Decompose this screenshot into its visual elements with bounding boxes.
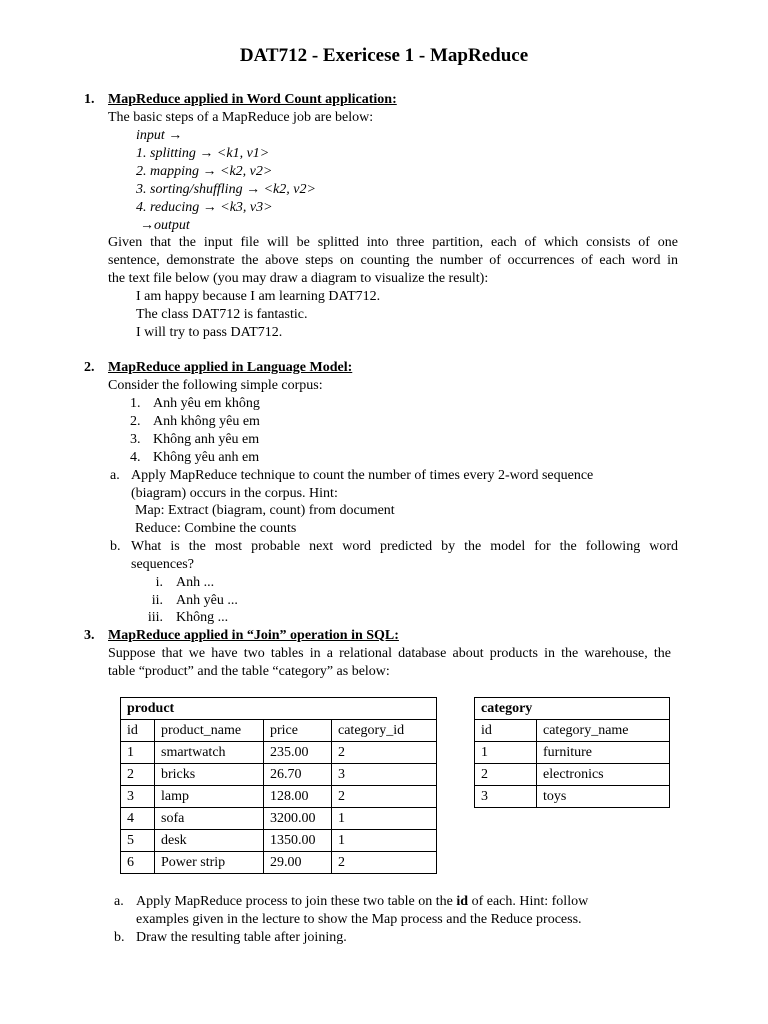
section-3-number: 3. xyxy=(84,628,95,643)
table-header-row xyxy=(121,720,437,742)
section-1-intro: The basic steps of a MapReduce job are below: xyxy=(108,110,374,125)
input-sentence: I will try to pass DAT712. xyxy=(136,325,283,340)
arrow-icon: → xyxy=(246,182,261,197)
table-row xyxy=(121,808,437,830)
arrow-icon: → xyxy=(199,146,214,161)
product-table xyxy=(120,697,437,874)
question-2b-line: What is the most probable next word predicted by the model for the following word xyxy=(131,539,678,554)
corpus-number: 2. xyxy=(130,414,141,429)
hint-map: Map: Extract (biagram, count) from document xyxy=(135,503,395,518)
table-title-row xyxy=(121,698,437,720)
table-cell: 1 xyxy=(332,830,437,852)
step-mapping: 2. mapping → <k2, v2> xyxy=(136,164,273,179)
section-1-paragraph-line-1: Given that the input file will be splitted into three partition, each of which consists of one xyxy=(108,235,678,250)
table-cell: lamp xyxy=(155,786,264,808)
table-cell: sofa xyxy=(155,808,264,830)
table-cell: smartwatch xyxy=(155,742,264,764)
table-cell: 2 xyxy=(332,786,437,808)
input-sentence: The class DAT712 is fantastic. xyxy=(136,307,308,322)
section-1-heading: MapReduce applied in Word Count application: xyxy=(108,92,397,107)
word-sequence: Không ... xyxy=(176,610,229,625)
table-cell: 4 xyxy=(121,808,155,830)
arrow-icon: → xyxy=(202,200,217,215)
table-cell: 1 xyxy=(332,808,437,830)
table-cell: toys xyxy=(537,786,670,808)
table-cell: 1 xyxy=(121,742,155,764)
word-sequence: Anh yêu ... xyxy=(176,593,238,608)
table-cell: 2 xyxy=(332,742,437,764)
table-header-row xyxy=(475,720,670,742)
question-3b-label: b. xyxy=(114,930,125,945)
section-3-intro-line: Suppose that we have two tables in a relational database about products in the warehouse, the xyxy=(108,646,671,661)
table-cell: desk xyxy=(155,830,264,852)
corpus-number: 4. xyxy=(130,450,141,465)
table-row xyxy=(475,742,670,764)
section-1-paragraph-line-2: sentence, demonstrate the above steps on counting the number of occurrences of each word in xyxy=(108,253,678,268)
step-sorting: 3. sorting/shuffling → <k2, v2> xyxy=(136,182,316,197)
table-cell: 1350.00 xyxy=(264,830,332,852)
column-header: id xyxy=(121,720,155,742)
column-header: category_id xyxy=(332,720,437,742)
table-title-row xyxy=(475,698,670,720)
bold-id: id xyxy=(456,894,469,909)
section-2-number: 2. xyxy=(84,360,95,375)
column-header: id xyxy=(475,720,537,742)
question-3a-line: examples given in the lecture to show the Map process and the Reduce process. xyxy=(136,912,582,927)
table-row xyxy=(475,764,670,786)
table-cell: 26.70 xyxy=(264,764,332,786)
corpus-sentence: Không yêu anh em xyxy=(153,450,260,465)
question-2a-label: a. xyxy=(110,468,120,483)
corpus-sentence: Không anh yêu em xyxy=(153,432,260,447)
table-cell: furniture xyxy=(537,742,670,764)
arrow-icon: → xyxy=(140,218,154,233)
table-title: category xyxy=(475,698,670,720)
word-sequence: Anh ... xyxy=(176,575,215,590)
corpus-number: 1. xyxy=(130,396,141,411)
table-row xyxy=(121,852,437,874)
section-1-number: 1. xyxy=(84,92,95,107)
table-cell: 3 xyxy=(475,786,537,808)
arrow-icon: → xyxy=(202,164,217,179)
question-2b-label: b. xyxy=(110,539,121,554)
table-cell: electronics xyxy=(537,764,670,786)
table-cell: bricks xyxy=(155,764,264,786)
question-2a-line: (biagram) occurs in the corpus. Hint: xyxy=(131,486,338,501)
table-cell: 2 xyxy=(332,852,437,874)
table-cell: 2 xyxy=(475,764,537,786)
table-title: product xyxy=(121,698,437,720)
step-output: →output xyxy=(140,218,190,233)
question-3a-label: a. xyxy=(114,894,124,909)
corpus-number: 3. xyxy=(130,432,141,447)
corpus-sentence: Anh không yêu em xyxy=(153,414,260,429)
table-cell: 3 xyxy=(121,786,155,808)
table-cell: 235.00 xyxy=(264,742,332,764)
input-sentence: I am happy because I am learning DAT712. xyxy=(136,289,381,304)
section-3-intro-line: table “product” and the table “category” as below: xyxy=(108,664,390,679)
arrow-icon: → xyxy=(168,128,183,143)
table-row xyxy=(121,830,437,852)
question-3b-line: Draw the resulting table after joining. xyxy=(136,930,347,945)
section-2-intro: Consider the following simple corpus: xyxy=(108,378,323,393)
page-title: DAT712 - Exericese 1 - MapReduce xyxy=(239,45,529,66)
category-table xyxy=(474,697,670,808)
table-row xyxy=(475,786,670,808)
column-header: price xyxy=(264,720,332,742)
roman-numeral: i. xyxy=(155,575,163,590)
step-input: input → xyxy=(136,128,183,143)
table-cell: 2 xyxy=(121,764,155,786)
step-splitting: 1. splitting → <k1, v1> xyxy=(136,146,270,161)
section-2-heading: MapReduce applied in Language Model: xyxy=(108,360,353,375)
section-1-paragraph-line-3: the text file below (you may draw a diagram to visualize the result): xyxy=(108,271,489,286)
step-reducing: 4. reducing → <k3, v3> xyxy=(136,200,273,215)
table-cell: 5 xyxy=(121,830,155,852)
table-row xyxy=(121,764,437,786)
question-2b-line: sequences? xyxy=(131,557,194,572)
table-row xyxy=(121,742,437,764)
section-3-heading: MapReduce applied in “Join” operation in SQL: xyxy=(108,628,399,643)
table-cell: 1 xyxy=(475,742,537,764)
roman-numeral: ii. xyxy=(151,593,163,608)
column-header: category_name xyxy=(537,720,670,742)
table-cell: 128.00 xyxy=(264,786,332,808)
table-row xyxy=(121,786,437,808)
table-cell: 3200.00 xyxy=(264,808,332,830)
roman-numeral: iii. xyxy=(147,610,163,625)
question-3a-line: Apply MapReduce process to join these two table on the id of each. Hint: follow xyxy=(136,894,589,909)
table-cell: 3 xyxy=(332,764,437,786)
table-cell: Power strip xyxy=(155,852,264,874)
table-cell: 29.00 xyxy=(264,852,332,874)
table-cell: 6 xyxy=(121,852,155,874)
hint-reduce: Reduce: Combine the counts xyxy=(135,521,297,536)
question-2a-line: Apply MapReduce technique to count the number of times every 2-word sequence xyxy=(131,468,594,483)
column-header: product_name xyxy=(155,720,264,742)
corpus-sentence: Anh yêu em không xyxy=(153,396,260,411)
